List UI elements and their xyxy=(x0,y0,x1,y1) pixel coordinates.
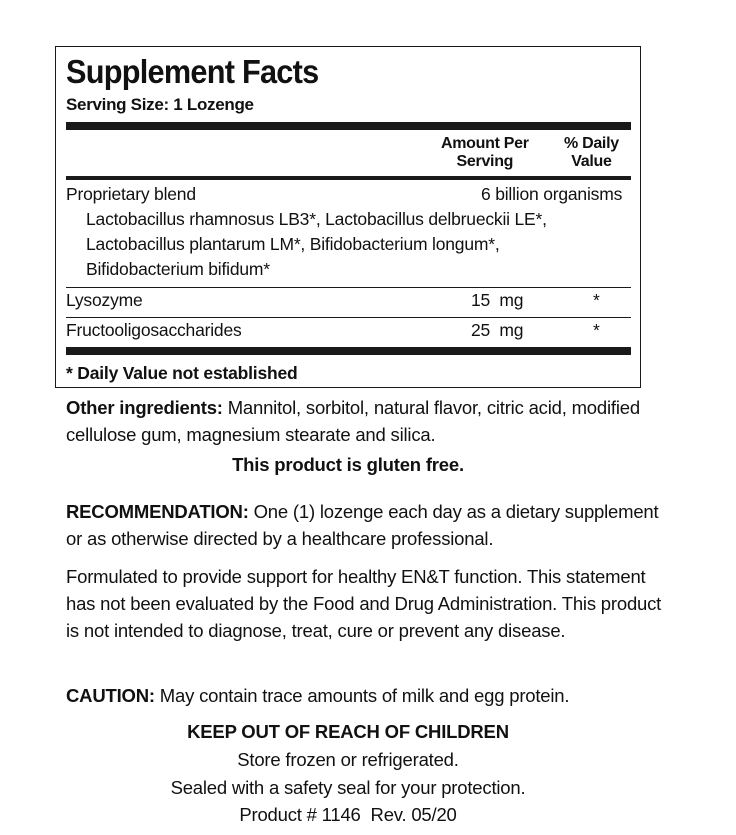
caution-label: CAUTION: xyxy=(66,685,155,706)
daily-value-header: % Daily Value xyxy=(564,135,619,170)
row-dv-lysozyme: * xyxy=(593,290,600,310)
thick-rule-bottom xyxy=(66,347,631,355)
keep-out-warning: KEEP OUT OF REACH OF CHILDREN xyxy=(187,721,509,742)
row-name-lysozyme: Lysozyme xyxy=(66,290,143,310)
product-number: Product # 1146 Rev. 05/20 xyxy=(239,804,457,825)
other-ingredients-label: Other ingredients: xyxy=(66,397,223,418)
caution-text: May contain trace amounts of milk and egg protein. xyxy=(154,685,570,706)
row-name-proprietary-blend: Proprietary blend xyxy=(66,184,196,204)
safety-seal-note: Sealed with a safety seal for your protection. xyxy=(170,777,526,798)
blend-ingredient-line: Lactobacillus rhamnosus LB3*, Lactobacillus delbrueckii LE*, xyxy=(86,209,547,229)
storage-instructions: Store frozen or refrigerated. xyxy=(237,749,459,770)
recommendation-text: One (1) lozenge each day as a dietary supplement or as otherwise directed by a healthcare professional. xyxy=(66,501,659,549)
row-dv-fos: * xyxy=(593,320,600,340)
blend-ingredient-line: Lactobacillus plantarum LM*, Bifidobacterium longum*, xyxy=(86,234,500,254)
gluten-free-statement: This product is gluten free. xyxy=(232,454,464,475)
daily-value-footnote: * Daily Value not established xyxy=(66,363,298,383)
row-amount-proprietary-blend: 6 billion organisms xyxy=(481,184,623,204)
thin-rule xyxy=(66,317,631,318)
row-amount-fos: 25 mg xyxy=(471,320,524,340)
recommendation-label: RECOMMENDATION: xyxy=(66,501,249,522)
medium-rule xyxy=(66,176,631,180)
fda-disclaimer: Formulated to provide support for healthy EN&T function. This statement has not been evaluated by the Food and Drug Administration. This product is not intended to diagnose, treat, cure or prevent any disease. xyxy=(66,566,662,641)
supplement-facts-panel xyxy=(55,46,641,388)
other-ingredients xyxy=(66,394,666,448)
row-name-fos: Fructooligosaccharides xyxy=(66,320,242,340)
thin-rule xyxy=(66,287,631,288)
facts-title: Supplement Facts xyxy=(66,53,319,90)
recommendation xyxy=(66,498,666,552)
other-ingredients-text: Mannitol, sorbitol, natural flavor, citric acid, modified cellulose gum, magnesium stearate and silica. xyxy=(66,397,640,445)
blend-ingredient-line: Bifidobacterium bifidum* xyxy=(86,259,270,279)
thick-rule-top xyxy=(66,122,631,130)
caution xyxy=(66,682,666,709)
serving-size: Serving Size: 1 Lozenge xyxy=(66,95,254,114)
row-amount-lysozyme: 15 mg xyxy=(471,290,524,310)
amount-per-serving-header: Amount Per Serving xyxy=(441,135,529,170)
